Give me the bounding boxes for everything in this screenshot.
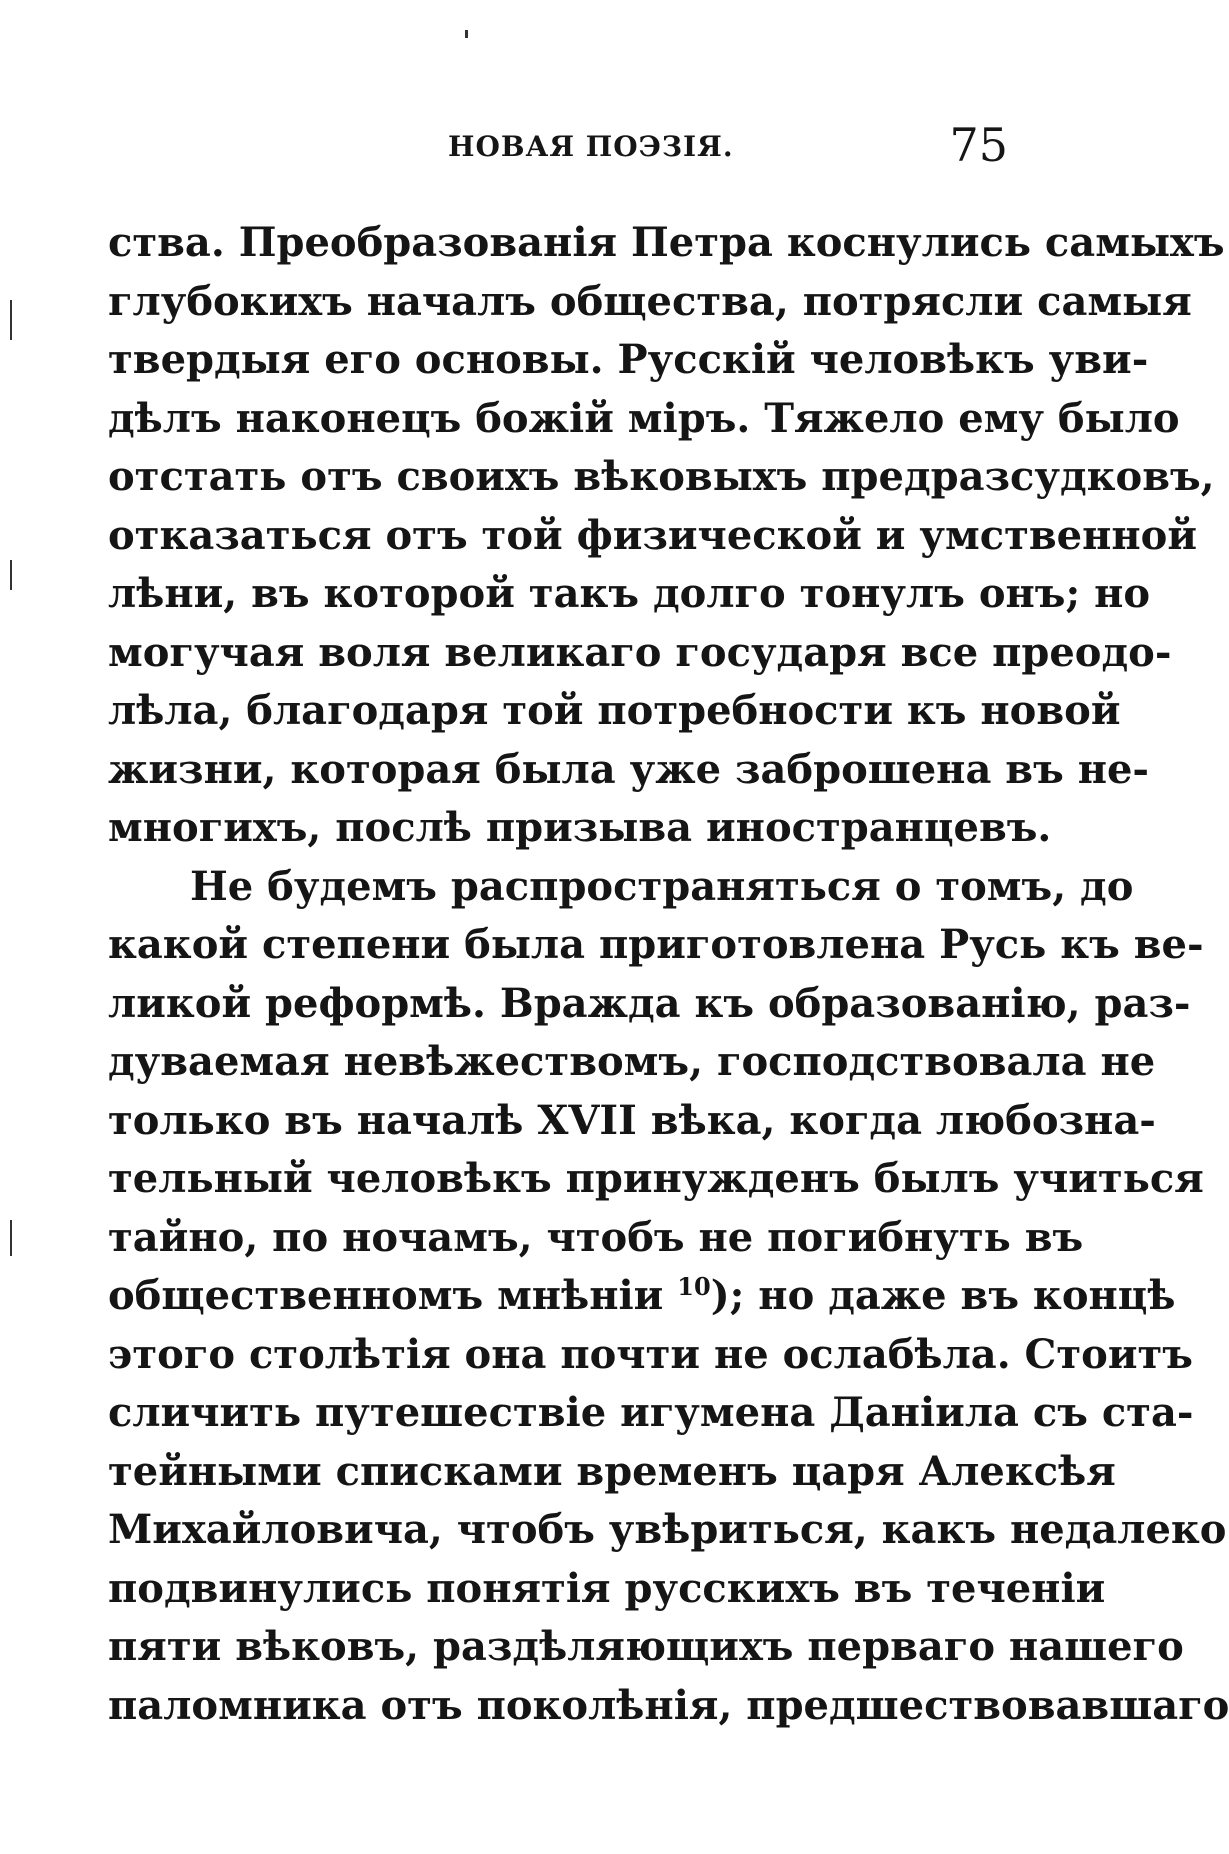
- text-line: Михайловича, чтобъ увѣриться, какъ недалеко: [108, 1506, 1227, 1553]
- text-line: ства. Преобразованія Петра коснулись самыхъ: [108, 219, 1225, 266]
- text-line: Не будемъ распространяться о томъ, до: [190, 862, 1134, 910]
- body-text: [108, 214, 1229, 1735]
- text-line: ликой реформѣ. Вражда къ образованію, раз-: [108, 979, 1191, 1027]
- text-line: могучая воля великаго государя все преодо-: [108, 628, 1172, 676]
- scan-mark: [10, 560, 12, 590]
- text-line: дѣлъ наконецъ божій міръ. Тяжело ему было: [108, 394, 1180, 442]
- text-segment: ); но даже въ концѣ: [710, 1272, 1176, 1319]
- scan-mark: [10, 300, 12, 340]
- running-title: НОВАЯ ПОЭЗІЯ.: [448, 130, 734, 163]
- text-line: какой степени была приготовлена Русь къ ве-: [108, 921, 1204, 968]
- text-line: сличить путешествіе игумена Даніила съ ста-: [108, 1389, 1194, 1436]
- text-line: лѣни, въ которой такъ долго тонулъ онъ; но: [108, 570, 1151, 617]
- text-line: жизни, которая была уже заброшена въ не-: [108, 745, 1150, 793]
- text-segment: общественномъ мнѣніи: [108, 1272, 678, 1319]
- text-line: дуваемая невѣжествомъ, господствовала не: [108, 1038, 1156, 1085]
- text-line: этого столѣтія она почти не ослабѣла. Стоитъ: [108, 1330, 1193, 1378]
- text-line: многихъ, послѣ призыва иностранцевъ.: [108, 804, 1052, 851]
- text-line: лѣла, благодаря той потребности къ новой: [108, 687, 1121, 734]
- text-line: только въ началѣ XVII вѣка, когда любозна-: [108, 1096, 1156, 1144]
- text-line: пяти вѣковъ, раздѣляющихъ перваго нашего: [108, 1623, 1184, 1670]
- page-number: 75: [949, 118, 1008, 172]
- text-line: твердыя его основы. Русскій человѣкъ уви-: [108, 336, 1149, 383]
- scan-mark: [465, 30, 468, 38]
- text-line: отказаться отъ той физической и умственной: [108, 511, 1198, 559]
- text-line-with-footnote: [108, 1267, 1176, 1326]
- text-line: глубокихъ началъ общества, потрясли самыя: [108, 277, 1192, 325]
- scan-mark: [10, 1220, 12, 1256]
- text-line: отстать отъ своихъ вѣковыхъ предразсудковъ,: [108, 453, 1215, 500]
- text-line: тайно, по ночамъ, чтобъ не погибнуть въ: [108, 1213, 1084, 1261]
- text-line: подвинулись понятія русскихъ въ теченіи: [108, 1564, 1106, 1612]
- text-line: паломника отъ поколѣнія, предшествовавшаго: [108, 1681, 1229, 1729]
- page-header: [108, 118, 1008, 178]
- footnote-reference[interactable]: 10: [677, 1272, 711, 1301]
- text-line: тейными списками временъ царя Алексѣя: [108, 1447, 1116, 1495]
- text-line: тельный человѣкъ принужденъ былъ учиться: [108, 1155, 1204, 1202]
